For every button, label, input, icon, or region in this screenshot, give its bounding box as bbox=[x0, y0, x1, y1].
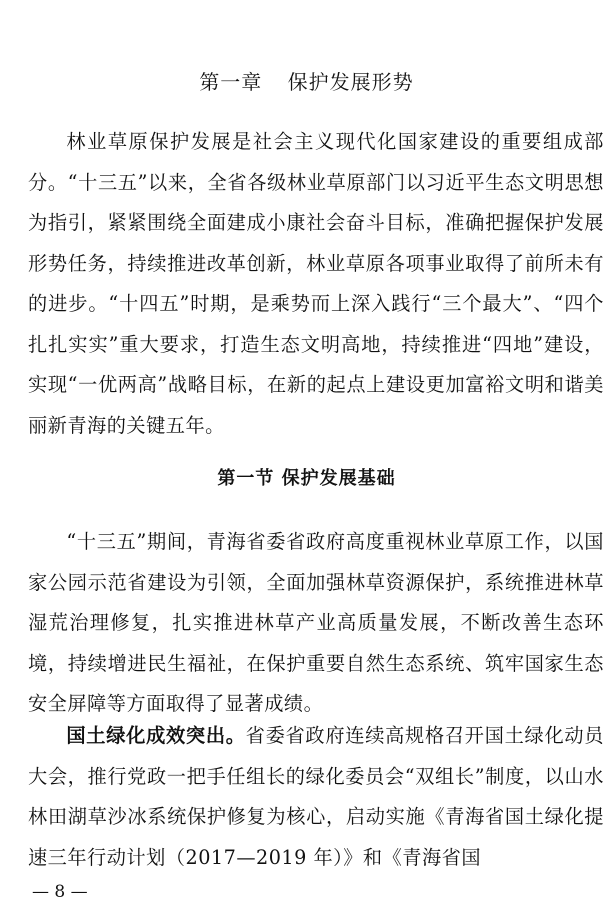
highlight-text: 省委省政府连续高规格召开国土绿化动员大会，推行党政一把手任组长的绿化委员会“双组长”制度，以山水林田湖草沙冰系统保护修复为核心，启动实施《青海省国土绿化提速三年行动计划（2017—2019 年）》和《青海省国 bbox=[28, 724, 604, 869]
chapter-title: 第一章 保护发展形势 bbox=[199, 70, 414, 94]
highlight-paragraph bbox=[28, 716, 604, 878]
intro-paragraph: 林业草原保护发展是社会主义现代化国家建设的重要组成部分。“十三五”以来，全省各级林业草原部门以习近平生态文明思想为指引，紧紧围绕全面建成小康社会奋斗目标，准确把握保护发展形势任务，持续推进改革创新，林业草原各项事业取得了前所未有的进步。“十四五”时期，是乘势而上深入践行“三个最大”、“四个扎扎实实”重大要求，打造生态文明高地，持续推进“四地”建设，实现“一优两高”战略目标，在新的起点上建设更加富裕文明和谐美丽新青海的关键五年。 bbox=[28, 130, 604, 437]
section-title: 第一节 保护发展基础 bbox=[217, 468, 396, 489]
page-number: — 8 — bbox=[32, 882, 88, 902]
section-paragraph: “十三五”期间，青海省委省政府高度重视林业草原工作，以国家公园示范省建设为引领，全面加强林草资源保护，系统推进林草湿荒治理修复，扎实推进林草产业高质量发展，不断改善生态环境，持续增进民生福祉，在保护重要自然生态系统、筑牢国家生态安全屏障等方面取得了显著成绩。 bbox=[28, 530, 604, 715]
highlight-lead: 国土绿化成效突出。 bbox=[66, 724, 246, 747]
